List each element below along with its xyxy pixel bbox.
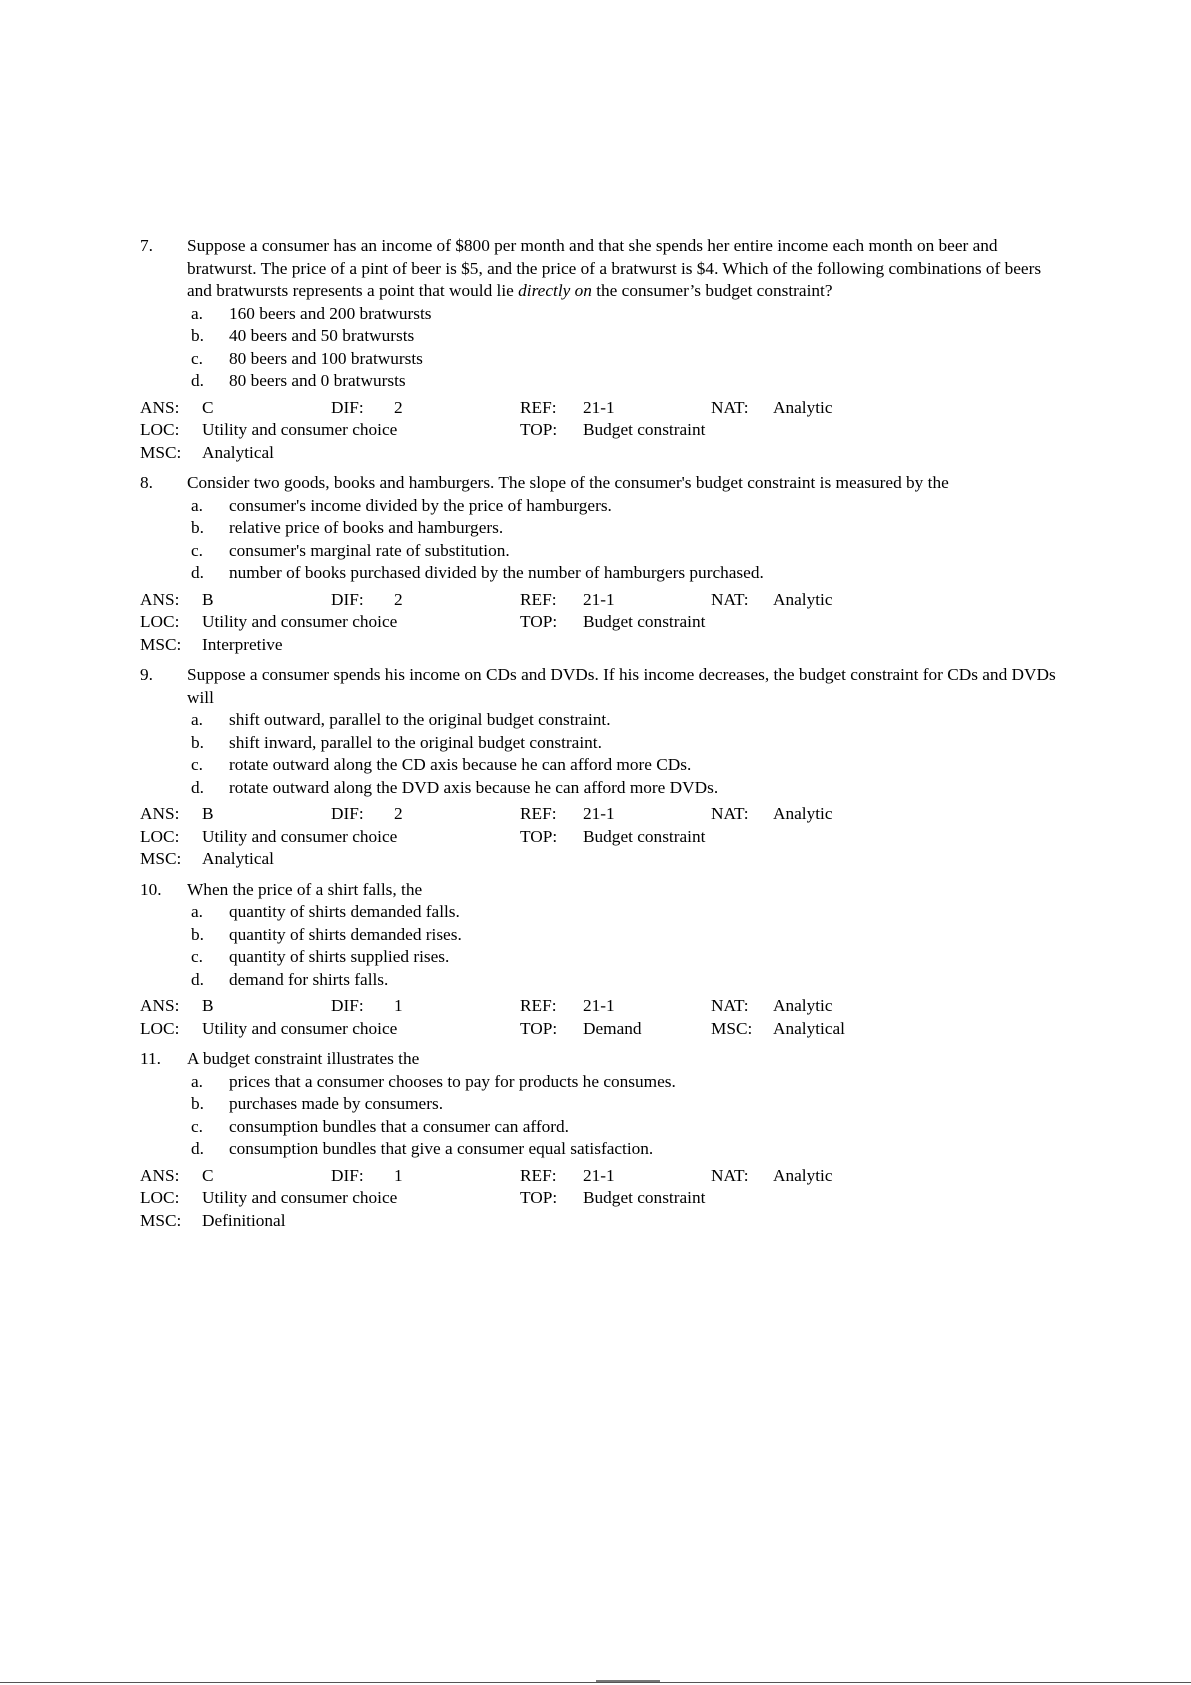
option-letter: c.: [191, 947, 203, 966]
option-letter: c.: [191, 540, 203, 560]
ref-label: REF:: [520, 1165, 557, 1185]
meta-row: [140, 803, 1060, 826]
option-text: consumer's income divided by the price of hamburgers.: [229, 495, 612, 515]
option-text: quantity of shirts supplied rises.: [229, 947, 450, 966]
loc-value: Utility and consumer choice: [202, 1018, 398, 1038]
option-letter: d.: [191, 371, 204, 390]
dif-value: 1: [394, 1165, 403, 1185]
msc-label: MSC:: [140, 634, 182, 654]
question-stem: [187, 235, 1060, 303]
answer-options: [187, 1071, 1060, 1161]
option-letter: d.: [191, 777, 204, 797]
msc-value: Analytical: [202, 442, 274, 462]
question-number: 7.: [140, 236, 153, 255]
ans-value: C: [202, 397, 214, 417]
question-stem: [187, 879, 1060, 902]
option-a: [187, 1071, 1060, 1094]
dif-label: DIF:: [331, 589, 364, 609]
msc-label: MSC:: [140, 849, 182, 868]
question-stem: [187, 664, 1060, 709]
nat-label: NAT:: [711, 804, 749, 823]
option-d: [187, 370, 1060, 393]
option-letter: d.: [191, 969, 204, 989]
nat-value: Analytic: [773, 1165, 833, 1185]
option-d: [187, 969, 1060, 992]
option-text: shift outward, parallel to the original budget constraint.: [229, 710, 611, 729]
dif-value: 2: [394, 397, 403, 417]
top-value: Budget constraint: [583, 612, 706, 631]
option-letter: c.: [191, 1116, 203, 1136]
loc-value: Utility and consumer choice: [202, 1188, 398, 1207]
top-label: TOP:: [520, 612, 558, 631]
nat-label: NAT:: [711, 996, 749, 1015]
msc-label: MSC:: [140, 1210, 182, 1230]
answer-metadata: [140, 803, 1060, 871]
option-text: consumption bundles that a consumer can afford.: [229, 1116, 569, 1136]
option-text: consumption bundles that give a consumer equal satisfaction.: [229, 1139, 654, 1158]
option-letter: b.: [191, 518, 204, 537]
ans-label: ANS:: [140, 1165, 180, 1185]
option-text: purchases made by consumers.: [229, 1094, 444, 1113]
option-letter: b.: [191, 924, 204, 944]
ans-value: B: [202, 996, 214, 1015]
option-c: [187, 946, 1060, 969]
option-a: [187, 901, 1060, 924]
option-letter: b.: [191, 732, 204, 752]
loc-value: Utility and consumer choice: [202, 420, 398, 439]
loc-label: LOC:: [140, 612, 180, 631]
option-a: [187, 495, 1060, 518]
stem-text: Consider two goods, books and hamburgers. The slope of the consumer's budget constraint is measured by the: [187, 473, 949, 492]
ans-value: B: [202, 589, 214, 609]
meta-row: [140, 397, 1060, 420]
question-stem: [187, 1048, 1060, 1071]
option-text: consumer's marginal rate of substitution.: [229, 540, 510, 560]
loc-value: Utility and consumer choice: [202, 612, 398, 631]
meta-row: [140, 634, 1060, 657]
option-c: [187, 754, 1060, 777]
option-letter: b.: [191, 326, 204, 345]
top-label: TOP:: [520, 420, 558, 439]
answer-options: [187, 303, 1060, 393]
msc-value: Analytical: [202, 849, 274, 868]
top-value: Demand: [583, 1018, 642, 1038]
ans-label: ANS:: [140, 996, 180, 1015]
question-number: 10.: [140, 879, 162, 899]
answer-metadata: [140, 1165, 1060, 1233]
msc-value: Definitional: [202, 1210, 286, 1230]
meta-row: [140, 1187, 1060, 1210]
dif-value: 2: [394, 589, 403, 609]
msc-value: Interpretive: [202, 634, 283, 654]
option-text: shift inward, parallel to the original budget constraint.: [229, 732, 602, 752]
ans-value: B: [202, 804, 214, 823]
option-text: demand for shirts falls.: [229, 969, 389, 989]
top-value: Budget constraint: [583, 1188, 706, 1207]
option-c: [187, 540, 1060, 563]
option-c: [187, 348, 1060, 371]
answer-metadata: [140, 397, 1060, 465]
option-text: number of books purchased divided by the number of hamburgers purchased.: [229, 563, 764, 582]
top-label: TOP:: [520, 826, 558, 846]
loc-value: Utility and consumer choice: [202, 826, 398, 846]
nat-value: Analytic: [773, 589, 833, 609]
option-letter: c.: [191, 755, 203, 774]
answer-options: [187, 901, 1060, 991]
top-value: Budget constraint: [583, 420, 706, 439]
meta-row: [140, 826, 1060, 849]
footer-rule: [0, 1682, 1191, 1683]
ans-label: ANS:: [140, 397, 180, 417]
dif-value: 1: [394, 996, 403, 1015]
option-a: [187, 303, 1060, 326]
nat-value: Analytic: [773, 804, 833, 823]
ref-label: REF:: [520, 397, 557, 417]
msc-label: MSC:: [140, 442, 182, 462]
nat-label: NAT:: [711, 397, 749, 417]
ref-value: 21-1: [583, 397, 615, 417]
footer-mark: [596, 1680, 660, 1682]
stem-emphasis: directly on: [518, 281, 592, 300]
ref-label: REF:: [520, 996, 557, 1015]
meta-row: [140, 442, 1060, 465]
loc-label: LOC:: [140, 420, 180, 439]
meta-row: [140, 848, 1060, 871]
nat-value: Analytic: [773, 397, 833, 417]
option-text: quantity of shirts demanded falls.: [229, 902, 460, 921]
stem-text: Suppose a consumer spends his income on CDs and DVDs. If his income decreases, the budget constraint for CDs and DVDs will: [187, 665, 1056, 707]
option-letter: a.: [191, 495, 203, 515]
option-letter: d.: [191, 563, 204, 582]
question-number: 9.: [140, 665, 153, 684]
option-letter: a.: [191, 303, 203, 323]
meta-row: [140, 995, 1060, 1018]
option-b: [187, 517, 1060, 540]
ref-value: 21-1: [583, 804, 615, 823]
option-text: rotate outward along the CD axis because he can afford more CDs.: [229, 755, 692, 774]
meta-row: [140, 1018, 1060, 1041]
option-b: [187, 924, 1060, 947]
stem-text: A budget constraint illustrates the: [187, 1049, 420, 1068]
nat-label: NAT:: [711, 1165, 749, 1185]
question-9: [140, 664, 1060, 871]
option-text: 80 beers and 0 bratwursts: [229, 371, 406, 390]
option-d: [187, 777, 1060, 800]
ref-label: REF:: [520, 804, 557, 823]
question-list: [140, 235, 1060, 1240]
nat-value: Analytic: [773, 996, 833, 1015]
dif-label: DIF:: [331, 397, 364, 417]
option-letter: a.: [191, 710, 203, 729]
meta-row: [140, 1210, 1060, 1233]
question-10: [140, 879, 1060, 1041]
answer-options: [187, 495, 1060, 585]
option-c: [187, 1116, 1060, 1139]
ans-label: ANS:: [140, 804, 180, 823]
option-text: quantity of shirts demanded rises.: [229, 924, 462, 944]
option-b: [187, 1093, 1060, 1116]
meta-row: [140, 1165, 1060, 1188]
ans-value: C: [202, 1165, 214, 1185]
msc-label: MSC:: [711, 1018, 753, 1038]
option-text: 40 beers and 50 bratwursts: [229, 326, 415, 345]
nat-label: NAT:: [711, 589, 749, 609]
ref-value: 21-1: [583, 589, 615, 609]
stem-text: Suppose a consumer has an income of $800 per month and that she spends her entire income each month on beer and bratwurst. The price of a pint of beer is $5, and the price of a bratwurst is $4. Which of the following combinations of beers and bratwursts represents a point that would lie: [187, 236, 1042, 300]
ref-value: 21-1: [583, 996, 615, 1015]
msc-value: Analytical: [773, 1018, 845, 1038]
top-label: TOP:: [520, 1018, 558, 1038]
ref-value: 21-1: [583, 1165, 615, 1185]
dif-value: 2: [394, 804, 403, 823]
option-letter: a.: [191, 1071, 203, 1091]
meta-row: [140, 611, 1060, 634]
ref-label: REF:: [520, 589, 557, 609]
stem-text: When the price of a shirt falls, the: [187, 879, 423, 899]
question-number: 11.: [140, 1049, 161, 1068]
option-b: [187, 325, 1060, 348]
option-text: 160 beers and 200 bratwursts: [229, 303, 432, 323]
answer-options: [187, 709, 1060, 799]
option-letter: c.: [191, 348, 203, 368]
ans-label: ANS:: [140, 589, 180, 609]
answer-metadata: [140, 589, 1060, 657]
top-value: Budget constraint: [583, 826, 706, 846]
option-letter: d.: [191, 1139, 204, 1158]
option-letter: b.: [191, 1094, 204, 1113]
top-label: TOP:: [520, 1188, 558, 1207]
dif-label: DIF:: [331, 804, 364, 823]
option-text: rotate outward along the DVD axis because he can afford more DVDs.: [229, 777, 719, 797]
option-d: [187, 1138, 1060, 1161]
dif-label: DIF:: [331, 1165, 364, 1185]
question-11: [140, 1048, 1060, 1232]
option-text: 80 beers and 100 bratwursts: [229, 348, 423, 368]
stem-text-end: the consumer’s budget constraint?: [591, 281, 833, 300]
option-text: prices that a consumer chooses to pay for products he consumes.: [229, 1071, 676, 1091]
loc-label: LOC:: [140, 1188, 180, 1207]
option-b: [187, 732, 1060, 755]
answer-metadata: [140, 995, 1060, 1040]
loc-label: LOC:: [140, 1018, 180, 1038]
meta-row: [140, 589, 1060, 612]
loc-label: LOC:: [140, 826, 180, 846]
question-number: 8.: [140, 473, 153, 492]
meta-row: [140, 419, 1060, 442]
question-8: [140, 472, 1060, 656]
option-text: relative price of books and hamburgers.: [229, 518, 504, 537]
dif-label: DIF:: [331, 996, 364, 1015]
question-7: [140, 235, 1060, 464]
option-letter: a.: [191, 902, 203, 921]
question-stem: [187, 472, 1060, 495]
option-d: [187, 562, 1060, 585]
option-a: [187, 709, 1060, 732]
